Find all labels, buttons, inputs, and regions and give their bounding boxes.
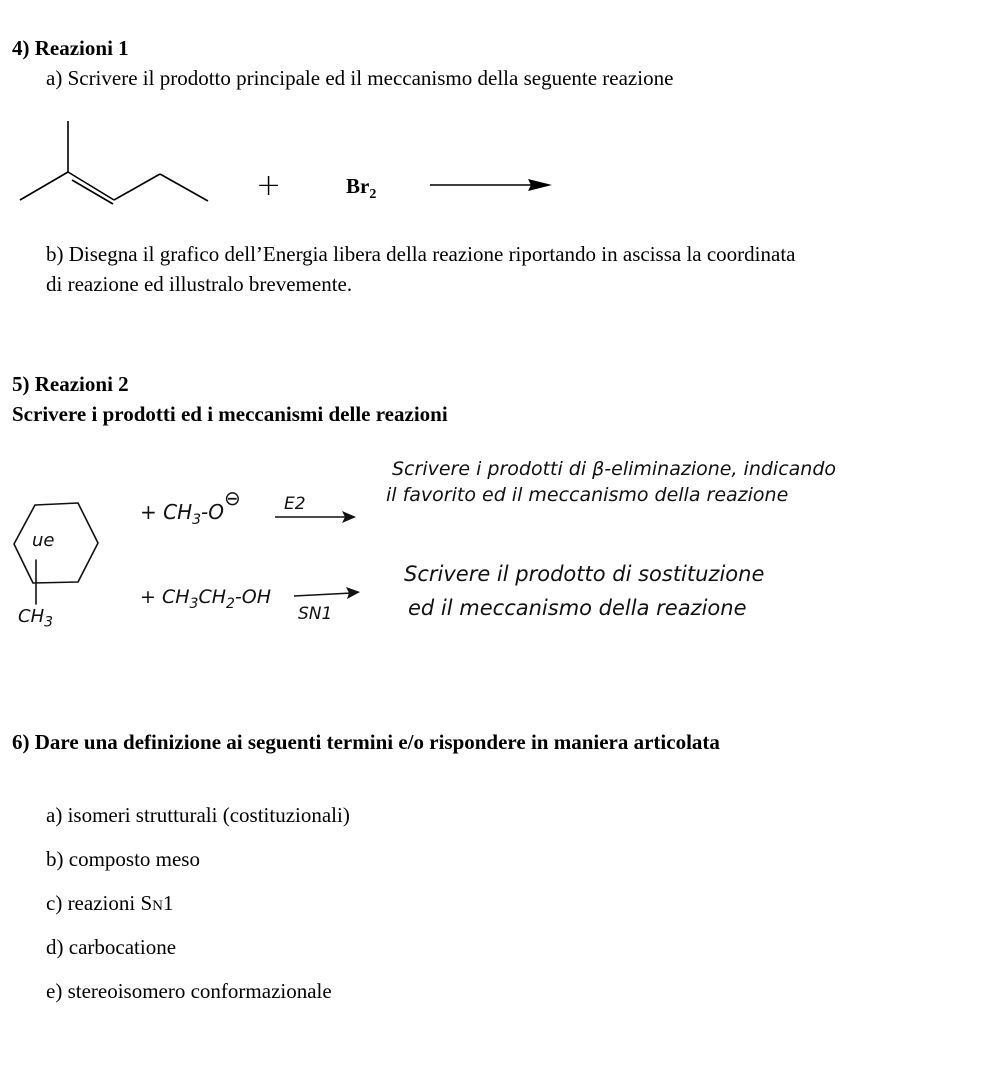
q6-item-b: b) composto meso (46, 847, 200, 871)
q4-part-b-line2: di reazione ed illustralo brevemente. (46, 272, 353, 296)
q6-item-d: d) carbocatione (46, 935, 177, 959)
q5-subtitle: Scrivere i prodotti ed i meccanismi delle reazioni (12, 402, 448, 426)
q6-title: 6) Dare una definizione ai seguenti termini e/o rispondere in maniera articolata (12, 730, 720, 754)
methyl-label: $CH_3$ (18, 606, 54, 631)
q6-item-e: e) stereoisomero conformazionale (46, 979, 332, 1003)
note1-line2: il favorito ed il meccanismo della reazione (386, 484, 789, 506)
q6-item-c: c) reazioni SN1 (46, 891, 174, 915)
arrow-label-sn1: SN1 (298, 604, 333, 624)
note2-line1: Scrivere il prodotto di sostituzione (404, 562, 765, 586)
reagent-ethanol: + $CH_3CH_2-OH$ (140, 586, 272, 612)
q6-item-a: a) isomeri strutturali (costituzionali) (46, 803, 350, 827)
reagent-methoxide: + $CH_3-O⊖$ (140, 486, 241, 528)
arrow-label-e2: E2 (284, 494, 306, 514)
note1-line1: Scrivere i prodotti di β-eliminazione, indicando (392, 458, 837, 480)
plus-sign: + (256, 168, 282, 203)
reagent-br2: $Br_2$ (346, 174, 377, 203)
note2-line2: ed il meccanismo della reazione (408, 596, 747, 620)
q5-title: 5) Reazioni 2 (12, 372, 129, 396)
q4-part-b-line1: b) Disegna il grafico dell’Energia libera della reazione riportando in ascissa la coordinata (46, 242, 796, 266)
negative-charge: ⊖ (224, 486, 241, 510)
ring-label: ue (32, 530, 55, 551)
q4-title: 4) Reazioni 1 (12, 36, 129, 60)
q4-part-a: a) Scrivere il prodotto principale ed il meccanismo della seguente reazione (46, 66, 674, 90)
